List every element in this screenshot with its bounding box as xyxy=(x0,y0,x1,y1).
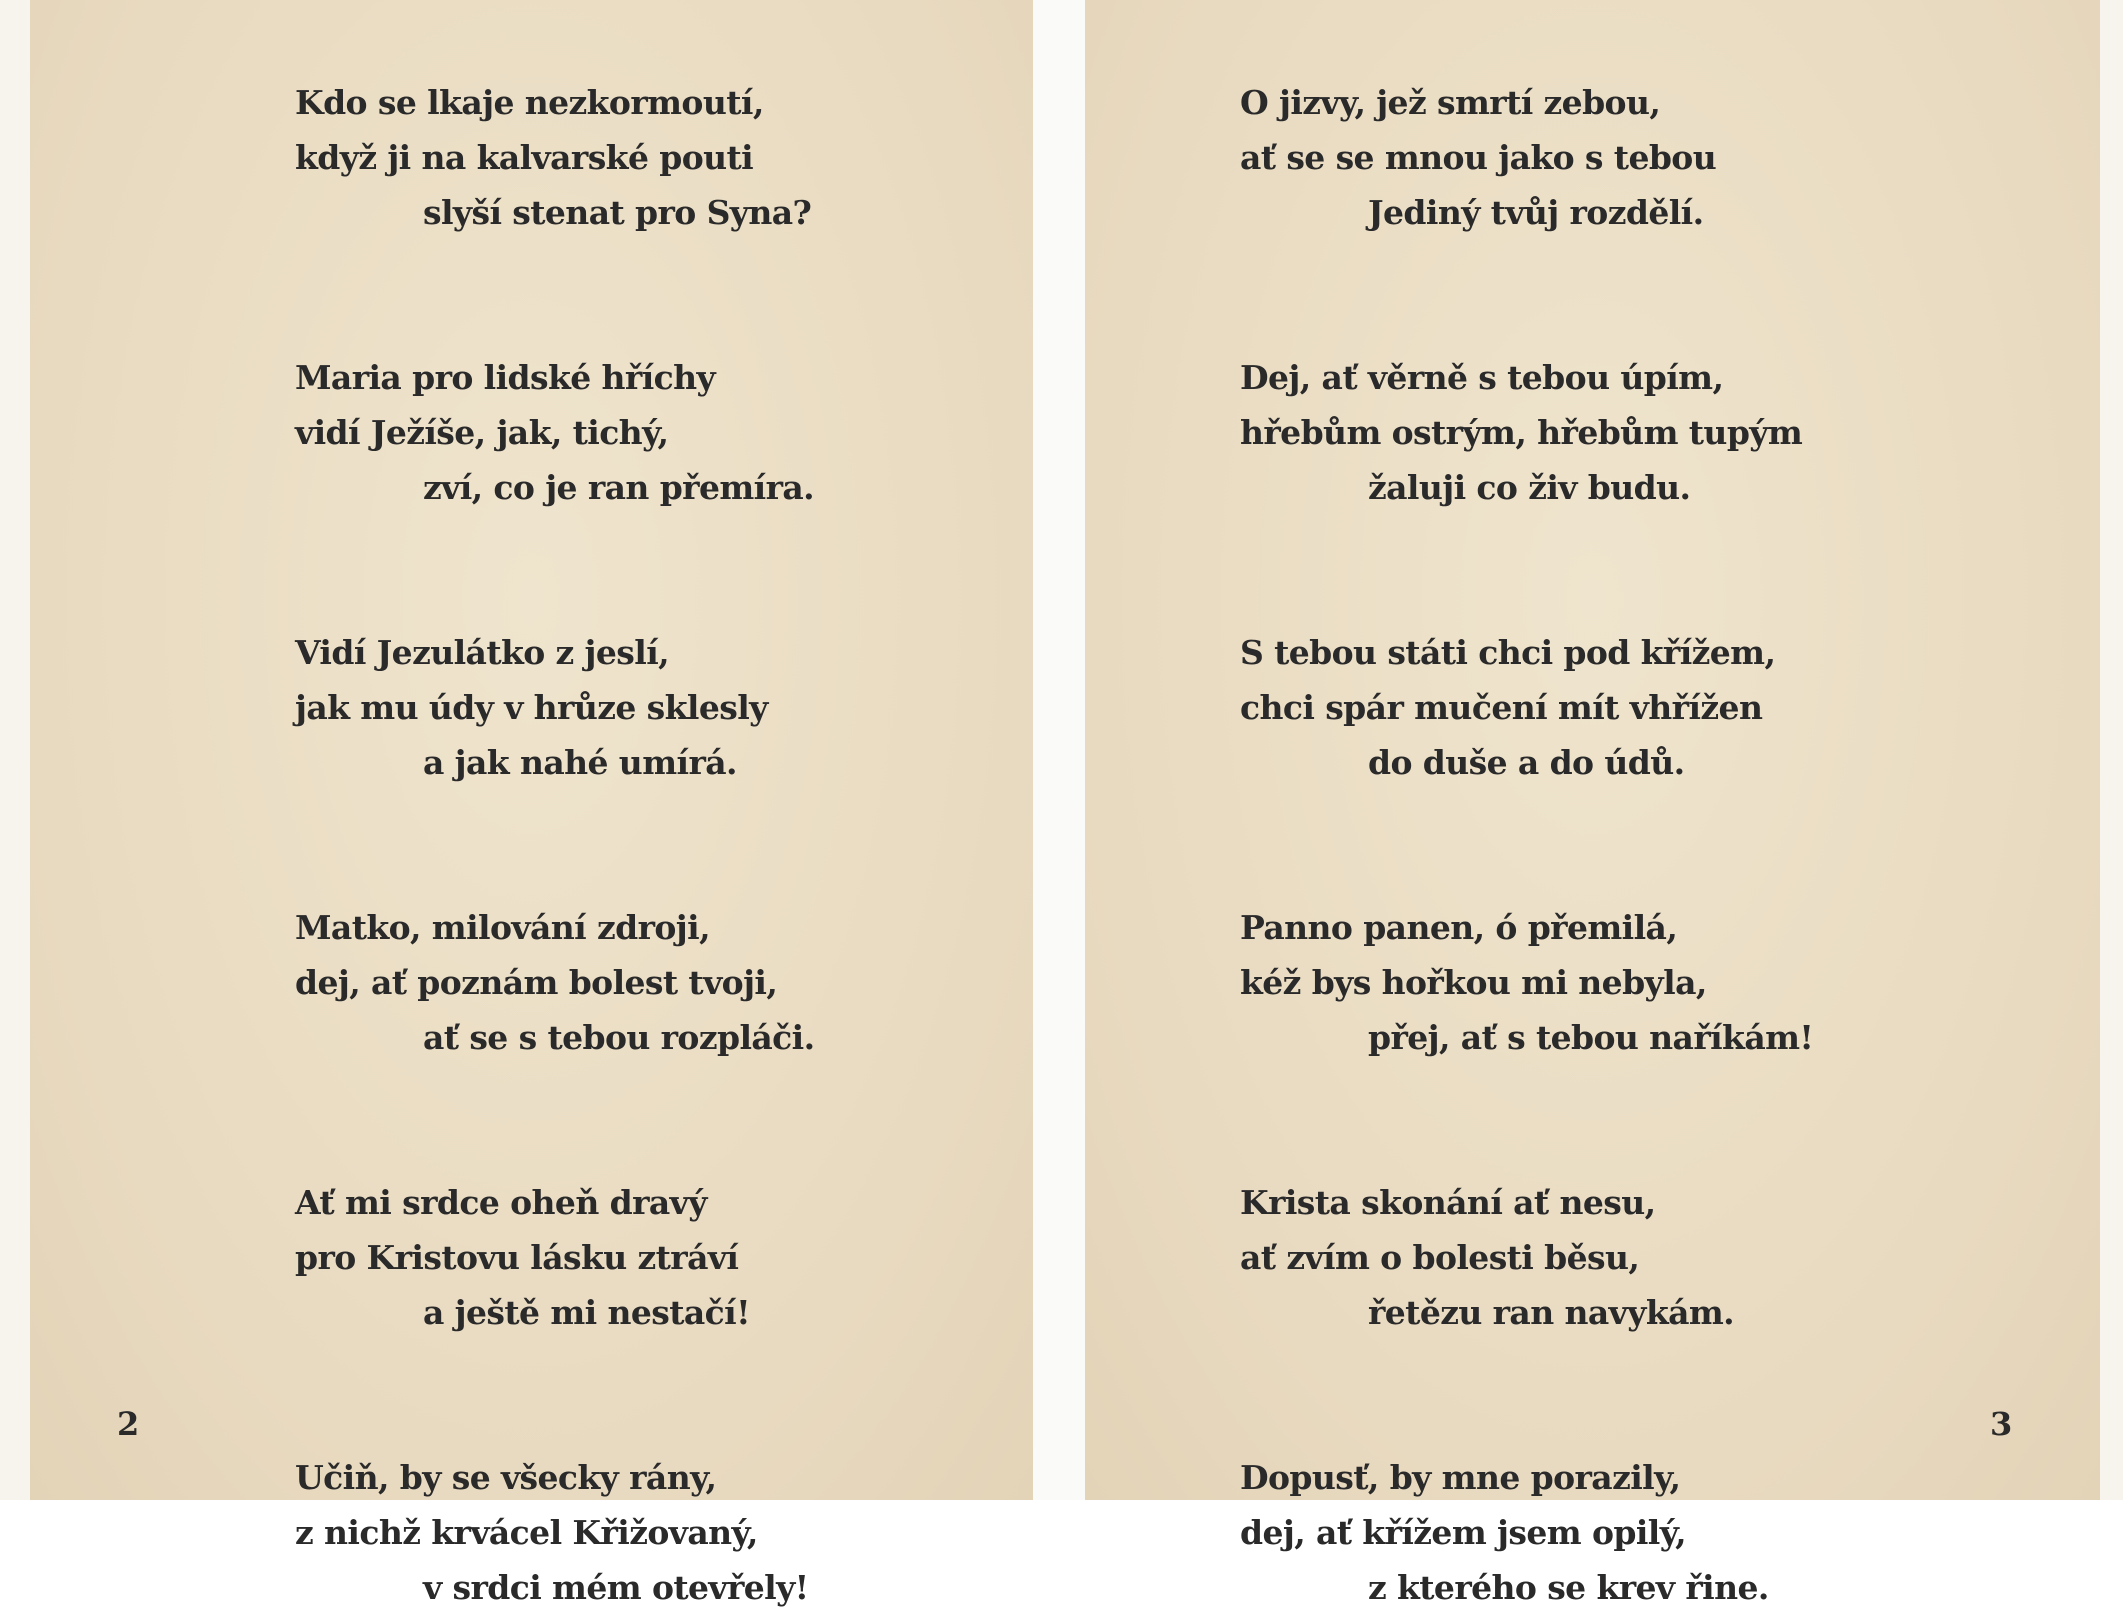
verse-line: Jediný tvůj rozdělí. xyxy=(1368,193,1704,232)
right-page xyxy=(1085,0,2100,1607)
verse-line: a ještě mi nestačí! xyxy=(423,1293,750,1332)
verse-line: ať se se mnou jako s tebou xyxy=(1240,138,1717,177)
verse-line: hřebům ostrým, hřebům tupým xyxy=(1240,413,1803,452)
stanza xyxy=(1240,350,1813,515)
left-poem xyxy=(295,75,815,1615)
verse-line: z kterého se krev řine. xyxy=(1368,1568,1769,1607)
verse-line: do duše a do údů. xyxy=(1368,743,1685,782)
verse-line: pro Kristovu lásku ztráví xyxy=(295,1238,739,1277)
verse-line: Matko, milování zdroji, xyxy=(295,908,710,947)
stanza xyxy=(1240,1450,1813,1615)
verse-line: a jak nahé umírá. xyxy=(423,743,737,782)
verse-line: slyší stenat pro Syna? xyxy=(423,193,812,232)
verse-line: Ať mi srdce oheň dravý xyxy=(295,1183,707,1222)
verse-line: Vidí Jezulátko z jeslí, xyxy=(295,633,670,672)
verse-line: když ji na kalvarské pouti xyxy=(295,138,754,177)
stanza xyxy=(1240,1175,1813,1340)
left-page xyxy=(30,0,1033,1607)
stanza xyxy=(1240,75,1813,240)
verse-line: S tebou státi chci pod křížem, xyxy=(1240,633,1776,672)
stanza xyxy=(1240,900,1813,1065)
verse-line: Dopusť, by mne porazily, xyxy=(1240,1458,1681,1497)
verse-line: vidí Ježíše, jak, tichý, xyxy=(295,413,669,452)
stanza xyxy=(295,900,815,1065)
page-number: 3 xyxy=(1990,1405,2013,1443)
verse-line: přej, ať s tebou naříkám! xyxy=(1368,1018,1814,1057)
verse-line: Kdo se lkaje nezkormoutí, xyxy=(295,83,764,122)
stanza xyxy=(295,1175,815,1340)
verse-line: Dej, ať věrně s tebou úpím, xyxy=(1240,358,1724,397)
verse-line: ať se s tebou rozpláči. xyxy=(423,1018,815,1057)
verse-line: řetězu ran navykám. xyxy=(1368,1293,1735,1332)
verse-line: dej, ať křížem jsem opilý, xyxy=(1240,1513,1687,1552)
verse-line: O jizvy, jež smrtí zebou, xyxy=(1240,83,1661,122)
verse-line: jak mu údy v hrůze sklesly xyxy=(295,688,768,727)
verse-line: žaluji co živ budu. xyxy=(1368,468,1691,507)
verse-line: Panno panen, ó přemilá, xyxy=(1240,908,1678,947)
verse-line: z nichž krvácel Křižovaný, xyxy=(295,1513,758,1552)
verse-line: zví, co je ran přemíra. xyxy=(423,468,815,507)
verse-line: chci spár mučení mít vhřížen xyxy=(1240,688,1763,727)
verse-line: dej, ať poznám bolest tvoji, xyxy=(295,963,778,1002)
stanza xyxy=(295,1450,815,1615)
stanza xyxy=(1240,625,1813,790)
verse-line: Učiň, by se všecky rány, xyxy=(295,1458,717,1497)
verse-line: Krista skonání ať nesu, xyxy=(1240,1183,1656,1222)
verse-line: Maria pro lidské hříchy xyxy=(295,358,716,397)
verse-line: ať zvím o bolesti běsu, xyxy=(1240,1238,1640,1277)
verse-line: kéž bys hořkou mi nebyla, xyxy=(1240,963,1707,1002)
right-poem xyxy=(1240,75,1813,1615)
stanza xyxy=(295,350,815,515)
verse-line: v srdci mém otevřely! xyxy=(423,1568,809,1607)
stanza xyxy=(295,75,815,240)
page-gutter xyxy=(1033,0,1085,1500)
stanza xyxy=(295,625,815,790)
page-number: 2 xyxy=(117,1405,140,1443)
